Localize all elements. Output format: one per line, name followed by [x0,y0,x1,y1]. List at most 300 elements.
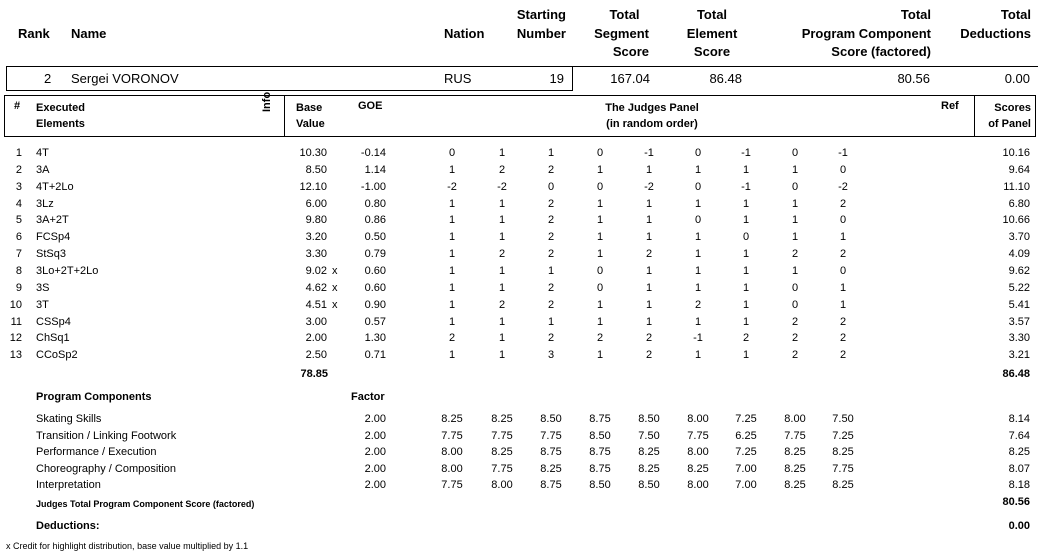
judge-score: 8.50 [589,479,611,492]
judge-score: 7.75 [441,429,463,442]
divider [572,66,573,90]
element-row [0,280,1038,297]
judge-score: 1 [498,197,506,210]
element-panel-score: 9.64 [1008,163,1030,176]
element-number: 11 [10,315,22,328]
judge-score: 1 [596,197,604,210]
judge-score: 1 [498,281,506,294]
element-row [0,196,1038,213]
component-score: 7.64 [1008,429,1030,442]
element-code: 4T+2Lo [36,180,74,193]
judge-score: 8.25 [784,462,806,475]
judge-score: 1 [448,298,456,311]
element-base-value: 12.10 [299,180,327,193]
element-panel-score: 10.66 [1002,214,1030,227]
judge-score: 1 [645,315,653,328]
judge-score: 1 [742,281,750,294]
judge-score: 2 [498,298,506,311]
element-row [0,229,1038,246]
judge-score: 1 [498,349,506,362]
element-row [0,347,1038,364]
judge-score: 8.50 [540,413,562,425]
judge-score: 1 [448,264,456,277]
skater-name: Sergei VORONOV [71,71,179,86]
judge-score: 1 [645,264,653,277]
judge-score: 2 [839,248,847,261]
element-code: ChSq1 [36,332,70,345]
judge-score: 1 [645,214,653,227]
judge-score: 6.25 [735,429,757,442]
judge-score: 1 [694,163,702,176]
element-goe: 0.79 [364,248,386,261]
component-score: 8.18 [1008,479,1030,492]
goe-header: GOE [358,100,383,112]
element-number: 13 [9,349,22,362]
judge-score: 7.25 [832,429,854,442]
judge-score: 2 [645,349,653,362]
judge-score: -1 [644,147,654,159]
element-number: 8 [15,264,22,277]
judge-score: 2 [547,298,555,311]
starting-number-header: Starting Number [516,7,566,41]
component-score: 8.25 [1008,446,1030,459]
judge-score: 1 [742,315,750,328]
base-value-header: Base Value [296,102,325,130]
judge-score: 1 [645,281,653,294]
component-factor: 2.00 [364,462,386,475]
judge-score: 1 [498,147,506,159]
component-row [0,477,1038,494]
judge-score: 2 [498,163,506,176]
judge-score: 1 [596,231,604,244]
judge-score: 1 [645,163,653,176]
judge-score: 0 [839,264,847,277]
judge-score: 1 [645,231,653,244]
judge-score: 1 [694,197,702,210]
judge-score: 7.75 [832,462,854,475]
judge-score: -1 [741,147,751,159]
element-row [0,330,1038,347]
judge-score: 1 [694,264,702,277]
judge-score: 1 [596,315,604,328]
total-element-header: Total Element Score [686,7,738,59]
judge-score: 8.25 [441,413,463,425]
component-factor: 2.00 [364,446,386,459]
judge-score: 0 [547,180,555,193]
judge-score: 7.25 [735,446,757,459]
judge-score: 2 [645,248,653,261]
skater-starting-number: 19 [549,71,564,86]
element-row [0,145,1038,162]
judge-score: 1 [694,349,702,362]
judge-score: 0 [694,214,702,227]
component-name: Performance / Execution [36,446,157,459]
element-number: 1 [15,147,22,159]
judge-score: 0 [596,264,604,277]
pc-total-score: 80.56 [1002,496,1030,508]
judge-score: 0 [596,180,604,193]
judge-score: 2 [791,248,799,261]
pc-total-label: Judges Total Program Component Score (factored) [36,499,255,509]
judge-score: 7.75 [687,429,709,442]
judge-score: 7.50 [638,429,660,442]
judge-score: 1 [448,281,456,294]
element-code: 3T [36,298,49,311]
divider [284,95,285,137]
judge-score: 8.00 [441,446,463,459]
judge-score: 2 [791,332,799,345]
element-number: 5 [15,214,22,227]
judge-score: 8.50 [589,429,611,442]
element-row [0,314,1038,331]
judge-score: -2 [447,180,457,193]
element-goe: 0.60 [364,264,386,277]
judge-score: 8.00 [491,479,513,492]
judge-score: 1 [742,197,750,210]
element-panel-score: 11.10 [1003,180,1030,193]
judge-score: 8.00 [687,446,709,459]
judge-score: 1 [694,315,702,328]
judge-score: 7.75 [441,479,463,492]
element-code: FCSp4 [36,231,71,244]
component-row [0,444,1038,461]
judge-score: 1 [596,349,604,362]
judge-score: 1 [742,163,750,176]
scores-of-panel-header: Scores of Panel [988,102,1031,130]
judge-score: 8.25 [832,446,854,459]
ref-header: Ref [941,100,959,112]
judge-score: 0 [791,298,799,311]
judge-score: 2 [547,163,555,176]
judge-score: 1 [448,248,456,261]
element-goe: 0.86 [364,214,386,227]
judge-score: 1 [791,197,799,210]
judge-score: 1 [742,264,750,277]
skater-total-segment: 167.04 [610,71,650,86]
element-panel-score: 5.22 [1008,281,1030,294]
component-row [0,428,1038,445]
element-base-value: 9.80 [305,214,327,227]
element-row [0,212,1038,229]
judge-score: 7.75 [540,429,562,442]
element-panel-score: 9.62 [1008,264,1030,277]
element-goe: 0.50 [364,231,386,244]
element-base-value: 4.51 [305,298,327,311]
element-panel-score: 10.16 [1002,147,1030,159]
judge-score: 2 [839,315,847,328]
judge-score: 8.00 [687,413,709,425]
judge-score: 0 [839,214,847,227]
judge-score: 1 [791,214,799,227]
component-row [0,461,1038,478]
element-code: 3A [36,163,50,176]
judge-score: 1 [742,349,750,362]
skater-nation: RUS [444,71,472,86]
judge-score: 1 [448,197,456,210]
judge-score: 1 [498,264,506,277]
judge-score: 0 [448,147,456,159]
element-goe: 1.14 [364,163,386,176]
judge-score: 1 [645,197,653,210]
element-goe: 0.57 [364,315,386,328]
skater-rank: 2 [44,71,52,86]
element-row [0,263,1038,280]
judge-score: 0 [742,231,750,244]
judge-score: 1 [547,147,555,159]
component-name: Transition / Linking Footwork [36,429,177,442]
element-panel-score: 6.80 [1008,197,1030,210]
judge-score: 2 [547,231,555,244]
judge-score: 1 [791,231,799,244]
total-segment-header: Total Segment Score [594,7,649,59]
judge-score: 1 [742,214,750,227]
deductions-score: 0.00 [1008,520,1030,532]
element-base-value: 3.00 [305,315,327,328]
judge-score: 1 [448,214,456,227]
skater-total-deductions: 0.00 [1004,71,1030,86]
element-panel-score: 4.09 [1008,248,1030,261]
element-panel-score: 5.41 [1008,298,1030,311]
judge-score: 1 [448,231,456,244]
judge-score: -1 [693,332,703,345]
judge-score: 7.75 [491,429,513,442]
component-row [0,411,1038,428]
judge-score: 8.25 [491,446,513,459]
judge-score: 7.00 [735,462,757,475]
judge-score: 2 [839,197,847,210]
judge-score: 1 [694,231,702,244]
judge-score: 0 [791,147,799,159]
component-factor: 2.00 [364,429,386,442]
element-code: 3Lz [36,197,54,210]
element-code: 3A+2T [36,214,69,227]
element-row [0,179,1038,196]
judge-score: 1 [448,163,456,176]
judge-score: 1 [596,163,604,176]
element-panel-score: 3.21 [1008,349,1030,362]
judge-score: 8.25 [687,462,709,475]
element-base-value: 8.50 [305,163,327,176]
judge-score: 8.75 [589,462,611,475]
judge-score: 8.25 [540,462,562,475]
name-header: Name [71,26,107,41]
judge-score: 0 [694,147,702,159]
judge-score: 8.75 [540,479,562,492]
judge-score: 1 [498,231,506,244]
component-name: Choreography / Composition [36,462,177,475]
judge-score: 1 [596,248,604,261]
judge-score: 8.00 [441,462,463,475]
judge-score: 7.25 [735,413,757,425]
judge-score: 2 [742,332,750,345]
judge-score: 1 [596,214,604,227]
judge-score: 3 [547,349,555,362]
judge-score: 1 [596,298,604,311]
element-row [0,246,1038,263]
element-bonus-flag: x [332,281,338,294]
judge-score: 2 [791,315,799,328]
skater-total-pcs: 80.56 [897,71,930,86]
judge-score: 8.00 [687,479,709,492]
judge-score: 2 [547,248,555,261]
judge-score: 1 [694,248,702,261]
component-name: Skating Skills [36,413,102,425]
element-code: 3Lo+2T+2Lo [36,264,99,277]
judge-score: -1 [838,147,848,159]
element-number: 4 [15,197,22,210]
element-bonus-flag: x [332,298,338,311]
element-base-value: 9.02 [305,264,327,277]
judge-score: 2 [448,332,456,345]
element-number: 2 [15,163,22,176]
element-number: 10 [9,298,22,311]
element-base-value: 4.62 [305,281,327,294]
judge-score: 1 [791,163,799,176]
element-panel-score: 3.57 [1008,315,1030,328]
elements-header-box [4,95,1036,137]
base-value-total: 78.85 [300,368,328,380]
judge-score: 1 [791,264,799,277]
element-number: 7 [15,248,22,261]
element-number: 12 [9,332,22,345]
judge-score: 8.00 [784,413,806,425]
element-panel-score: 3.30 [1008,332,1030,345]
judge-score: 1 [448,349,456,362]
judge-score: 0 [694,180,702,193]
judge-score: 1 [498,332,506,345]
judge-score: 8.25 [832,479,854,492]
judge-score: 1 [742,248,750,261]
judge-score: 8.25 [638,462,660,475]
judges-panel-header: The Judges Panel (in random order) [605,102,699,130]
judge-score: 2 [839,332,847,345]
judge-score: 1 [694,281,702,294]
element-base-value: 3.30 [305,248,327,261]
divider [6,66,7,90]
element-goe: 1.30 [364,332,386,345]
component-factor: 2.00 [364,479,386,492]
judge-score: 1 [839,281,847,294]
judge-score: -2 [838,180,848,193]
element-row [0,162,1038,179]
judge-score: 8.75 [540,446,562,459]
element-bonus-flag: x [332,264,338,277]
element-goe: 0.80 [364,197,386,210]
component-score: 8.07 [1008,462,1030,475]
judge-score: 2 [694,298,702,311]
judge-score: -1 [741,180,751,193]
judge-score: 1 [498,315,506,328]
element-goe: 0.71 [364,349,386,362]
divider [6,66,1038,67]
element-base-value: 3.20 [305,231,327,244]
judge-score: 0 [596,147,604,159]
element-number: 3 [15,180,22,193]
elements-score-total: 86.48 [1002,368,1030,380]
judge-score: 2 [596,332,604,345]
judge-score: 8.25 [784,479,806,492]
element-base-value: 2.50 [305,349,327,362]
element-row [0,297,1038,314]
executed-elements-header: Executed Elements [36,102,85,130]
judge-score: 2 [547,214,555,227]
element-goe: -0.14 [360,147,386,159]
judge-score: 2 [547,197,555,210]
judge-score: 8.50 [638,413,660,425]
program-components-title: Program Components [36,391,152,403]
footnote: x Credit for highlight distribution, base value multiplied by 1.1 [6,541,249,551]
judge-score: 1 [547,315,555,328]
element-goe: 0.90 [364,298,386,311]
element-base-value: 2.00 [305,332,327,345]
element-goe: 0.60 [364,281,386,294]
judge-score: 1 [839,231,847,244]
judge-score: 0 [839,163,847,176]
element-code: CCoSp2 [36,349,78,362]
nation-header: Nation [444,26,485,41]
judge-score: 2 [645,332,653,345]
element-code: 3S [36,281,50,294]
element-panel-score: 3.70 [1008,231,1030,244]
element-number: 6 [15,231,22,244]
factor-header: Factor [351,391,385,403]
judge-score: 8.50 [638,479,660,492]
judge-score: 2 [839,349,847,362]
judge-score: 8.25 [638,446,660,459]
rank-header: Rank [18,26,50,41]
judge-score: -2 [497,180,507,193]
total-pcs-header: Total Program Component Score (factored) [801,7,931,59]
judge-score: 8.75 [589,413,611,425]
judge-score: 0 [791,180,799,193]
judge-score: 7.50 [832,413,854,425]
total-deductions-header: Total Deductions [960,7,1031,41]
num-header: # [14,100,21,112]
judge-score: -2 [644,180,654,193]
element-number: 9 [15,281,22,294]
judge-score: 1 [498,214,506,227]
element-code: StSq3 [36,248,66,261]
element-base-value: 10.30 [299,147,327,159]
judge-score: 7.75 [784,429,806,442]
element-goe: -1.00 [360,180,386,193]
element-code: 4T [36,147,49,159]
component-factor: 2.00 [364,413,386,425]
divider [6,90,573,91]
judge-score: 0 [791,281,799,294]
deductions-label: Deductions: [36,520,100,532]
judge-score: 8.75 [589,446,611,459]
judge-score: 7.00 [735,479,757,492]
judge-score: 2 [791,349,799,362]
judge-score: 2 [547,332,555,345]
judge-score: 1 [742,298,750,311]
judge-score: 7.75 [491,462,513,475]
component-name: Interpretation [36,479,101,492]
judge-score: 1 [645,298,653,311]
judge-score: 1 [448,315,456,328]
judge-score: 1 [547,264,555,277]
judge-score: 8.25 [491,413,513,425]
judge-score: 1 [839,298,847,311]
judge-score: 2 [547,281,555,294]
element-base-value: 6.00 [305,197,327,210]
judge-score: 0 [596,281,604,294]
info-header: Info [261,91,273,112]
component-score: 8.14 [1008,413,1030,425]
judge-score: 8.25 [784,446,806,459]
judge-score: 2 [498,248,506,261]
